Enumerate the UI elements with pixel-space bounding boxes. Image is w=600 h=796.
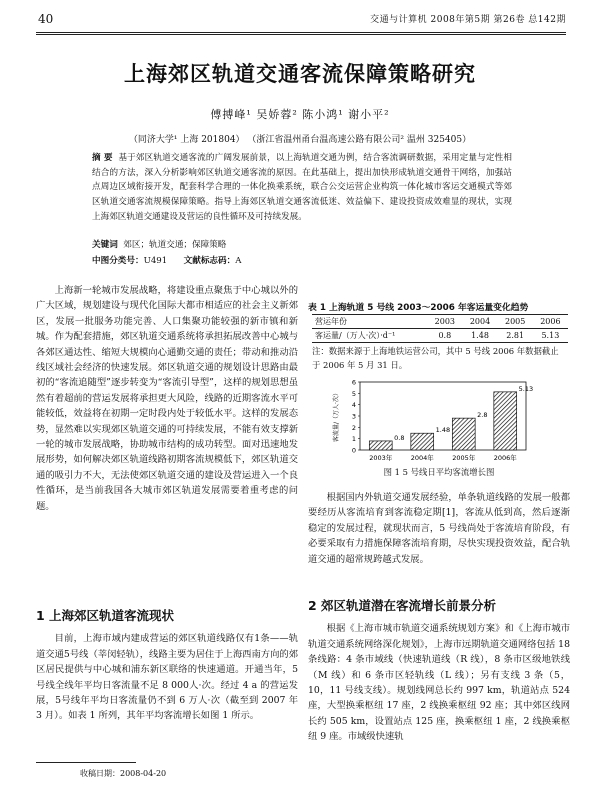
received-date: 收稿日期：2008-04-20 xyxy=(80,769,167,778)
header-rule xyxy=(36,32,566,35)
y-tick-label: 6 xyxy=(351,378,356,387)
y-tick-label: 0 xyxy=(351,446,356,455)
figure-1-caption: 图 1 5 号线日平均客流增长图 xyxy=(383,467,495,477)
table-row xyxy=(312,315,568,329)
abstract xyxy=(92,151,512,225)
table-1-caption: 表 1 上海轨道 5 号线 2003～2006 年客运量变化趋势 xyxy=(308,303,529,313)
bar xyxy=(494,392,517,450)
section-1-text: 目前，上海市域内建成营运的郊区轨道线路仅有1条——轨道交通5号线（莘闵轻轨），线路主要为居住于上海西南方向的郊区居民提供与中心城和浦东新区联络的快速通道。开通当年，5号线全线年平均日客流量不足 8 000人·次。经过 4 a 的营运发展，5号线年平均日客流量仍不到 6 万人·次（截至到 2007 年 3 月）。如表 1 所列，其年平均客流增长如图 1 所示。 xyxy=(36,633,298,722)
clc-code: U491 xyxy=(143,256,168,266)
data-label: 5.13 xyxy=(518,384,534,393)
table-value: 2.81 xyxy=(498,329,533,343)
intro-paragraph: 上海新一轮城市发展战略，将建设重点聚焦于中心城以外的广大区域，规划建设与现代化国际大都市相适应的社会主义新郊区，发展一批服务功能完善、人口集聚功能较强的新市镇和新城。作为配套措施，郊区轨道交通系统将承担拓展改善中心城与各郊区通达性、缩短大规模向心通勤交通的责任；带动和推动沿线区域社会经济的快速发展。郊区轨道交通的规划设计思路由最初的“客流追随型”逐步转变为“客流引导型”，这样的规划思想虽然有着超前的营运发展将承担更大风险，线路的近期客流水平可能较低，效益将在初期一定时段内处于较低水平。这样的发展态势，显然难以实现郊区轨道交通的可持续发展，不能有效支撑新一轮的城市发展战略，协助城市结构的成功转型。面对迅速地发展形势，如何解决郊区轨道线路初期客流规模低下，郊区轨道交通的吸引力不大，无法使郊区轨道交通的建设及营运进入一个良性循环，是当前我国各大城市郊区轨道发展需要着重考虑的问题。 xyxy=(36,285,298,512)
y-tick-label: 2 xyxy=(351,423,356,432)
keywords-text: 郊区；轨道交通；保障策略 xyxy=(123,240,227,250)
abstract-label: 摘 要 xyxy=(92,153,113,163)
abstract-text: 基于郊区轨道交通客流的广阔发展前景，以上海轨道交通为例，结合客流调研数据，采用定量与定性相结合的方法，深入分析影响郊区轨道交通客流的原因。在此基础上，提出加快形成轨道交通骨干网络，加强站点周边区域衔接开发，配套科学合理的一体化换乘系统，联合公交运营企业构筑一体化城市客运交通模式等郊区轨道交通客流规模保障策略。指导上海郊区轨道交通客流低迷、效益偏下、建设投资成效难显的现状，实现上海郊区轨道交通建设及营运的良性循环及可持续发展。 xyxy=(92,153,512,222)
keywords-line xyxy=(92,238,226,250)
table-row-label: 客运量/（万人·次）·d⁻¹ xyxy=(312,329,427,343)
data-label: 1.48 xyxy=(435,426,451,435)
table-1 xyxy=(312,314,568,343)
y-axis-label: 客流量/（万人·次） xyxy=(333,390,340,442)
journal-info: 交通与计算机 2008年第5期 第26卷 总142期 xyxy=(370,15,566,25)
right-paragraph: 根据国内外轨道交通发展经验，单条轨道线路的发展一般都要经历从客流培育到客流稳定期[1]，客流从低到高，然后逐渐稳定的发展过程，就现状而言，5 号线尚处于客流培育阶段，有必要采取有力措施保障客流培育期，尽快实现投资效益，配合轨道交通的超常规跨越式发展。 xyxy=(308,492,570,565)
table-value: 0.8 xyxy=(427,329,462,343)
x-tick-label: 2003年 xyxy=(369,454,393,462)
y-tick-label: 1 xyxy=(351,435,356,444)
section-2-heading: 2 郊区轨道潜在客流增长前景分析 xyxy=(308,598,497,613)
data-label: 2.8 xyxy=(477,411,488,420)
table-value: 1.48 xyxy=(462,329,497,343)
bar xyxy=(411,433,434,450)
table-header-label: 营运年份 xyxy=(312,315,427,329)
section-2 xyxy=(308,598,570,745)
y-tick-label: 3 xyxy=(351,412,356,421)
page-number: 40 xyxy=(38,12,54,26)
classification-line xyxy=(92,254,241,266)
data-label: 0.8 xyxy=(394,433,405,442)
table-row xyxy=(312,329,568,343)
y-tick-label: 5 xyxy=(351,389,356,398)
table-value: 5.13 xyxy=(533,329,568,343)
clc-label: 中图分类号： xyxy=(92,256,144,266)
y-tick-label: 4 xyxy=(351,401,356,410)
table-year: 2004 xyxy=(462,315,497,329)
x-tick-label: 2005年 xyxy=(452,454,476,462)
figure-1-chart xyxy=(330,378,534,464)
x-tick-label: 2004年 xyxy=(410,454,434,462)
authors: 傅搏峰¹ 吴娇蓉² 陈小鸿¹ 谢小平² xyxy=(210,108,390,121)
table-year: 2005 xyxy=(498,315,533,329)
affiliation: （同济大学¹ 上海 201804） （浙江省温州甬台温高速公路有限公司² 温州 325405） xyxy=(128,135,472,145)
bar xyxy=(369,441,392,450)
section-1 xyxy=(36,608,298,724)
table-note: 注：数据来源于上海地铁运营公司，其中 5 号线 2006 年数据截止于 2006 年 5 月 31 日。 xyxy=(312,346,559,370)
footnote-rule xyxy=(36,762,136,763)
paper-title: 上海郊区轨道交通客流保障策略研究 xyxy=(124,62,476,86)
bar xyxy=(452,418,475,450)
doc-label: 文献标志码： xyxy=(183,256,236,266)
intro-section xyxy=(36,283,298,514)
x-tick-label: 2006年 xyxy=(493,454,517,462)
section-2-text: 根据《上海市城市轨道交通系统规划方案》和《上海市城市轨道交通系统网络深化规划》，上海市远期轨道交通网络包括 18 条线路：4 条市域线（快速轨道线（R 线），8 条市区级地铁线（M 线）和 6 条市区轻轨线（L 线）；另有支线 3 条（5，10，11 号线支线）。规划线网总长约 997 km，轨道站点 524 座，大型换乘枢纽 17 座，2 线换乘枢纽 92 座；其中郊区线网长约 505 km，设置站点 125 座，换乘枢纽 1 座，2 线换乘枢纽 9 座。市域级快速轨 xyxy=(308,623,570,743)
right-paragraph-block xyxy=(308,490,570,567)
doc-code: A xyxy=(235,256,242,266)
table-year: 2006 xyxy=(533,315,568,329)
keywords-label: 关键词 xyxy=(92,240,118,250)
section-1-heading: 1 上海郊区轨道客流现状 xyxy=(36,608,175,623)
table-year: 2003 xyxy=(427,315,462,329)
